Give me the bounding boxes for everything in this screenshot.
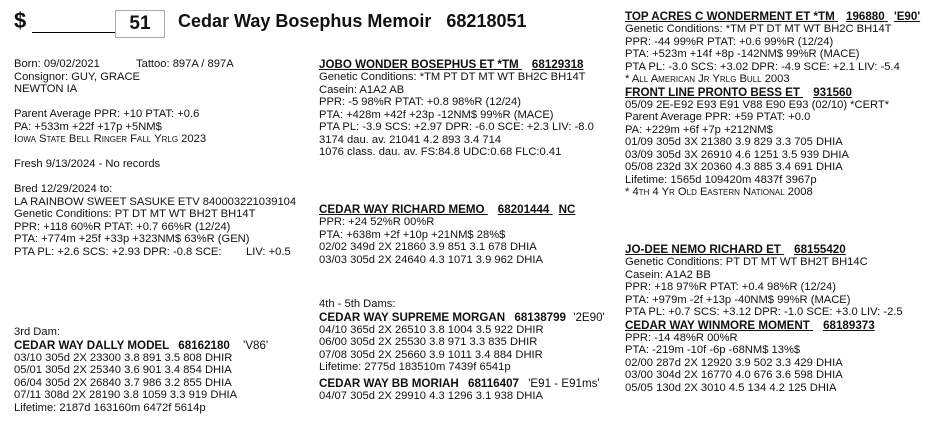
fifth-dam-score: 'E91 - E91ms' xyxy=(528,376,600,390)
mgd-parent-average: Parent Average PPR: +59 PTAT: +0.0 xyxy=(625,111,811,123)
pta-pl-values: PTA PL: +2.6 SCS: +2.93 DPR: -0.8 SCE: xyxy=(14,245,222,258)
sire-casein: Casein: A1A2 AB xyxy=(319,83,405,96)
born-tattoo-line xyxy=(14,58,296,71)
mgs-pta-pl: PTA PL: -3.0 SCS: +3.02 DPR: -4.9 SCE: +2.1 LIV: -5.4 xyxy=(625,60,900,73)
mgs-reg: 196880 xyxy=(846,10,885,23)
mgdd-ppr: PPR: -14 48%R 00%R xyxy=(625,331,738,344)
fresh-status: Fresh 9/13/2024 - No records xyxy=(14,158,161,170)
third-dam-record-1: 03/10 305d 2X 23300 3.8 891 3.5 808 DHIR xyxy=(14,351,233,364)
dam-name: CEDAR WAY RICHARD MEMO xyxy=(319,203,485,216)
fourth-dam-record-1: 04/10 365d 2X 26510 3.8 1004 3.5 922 DHIR xyxy=(319,323,544,336)
third-dam-header xyxy=(14,339,268,352)
mgdd-record-1: 02/00 287d 2X 12920 3.9 502 3.3 429 DHIA xyxy=(625,356,843,369)
mgdd-reg: 68189373 xyxy=(823,318,875,332)
mgsd-header xyxy=(625,243,903,256)
fifth-dam-header xyxy=(319,377,605,390)
dam-record-1: 02/02 349d 2X 21860 3.9 851 3.1 678 DHIA xyxy=(319,241,537,253)
dam-record-2: 03/03 305d 2X 24640 4.3 1071 3.9 962 DHIA xyxy=(319,253,543,266)
animal-award: Iowa State Bell Ringer Fall Yrlg 2023 xyxy=(14,133,207,145)
ppr-values: PPR: +118 60%R PTAT: +0.7 66%R (12/24) xyxy=(14,220,231,233)
fifth-dam-record-1: 04/07 305d 2X 29910 4.3 1296 3.1 938 DHIA xyxy=(319,389,543,402)
mgdd-pta: PTA: -219m -10f -6p -68NM$ 13%$ xyxy=(625,344,801,356)
fourth-dam-score: '2E90' xyxy=(573,310,605,324)
mgsd-pta-pl: PTA PL: +0.7 SCS: +3.12 DPR: -1.0 SCE: +3.0 LIV: -2.5 xyxy=(625,306,903,318)
dam-block xyxy=(319,203,575,266)
sire-class-avg: 1076 class. dau. av. FS:84.8 UDC:0.68 FLC:0.41 xyxy=(319,146,562,158)
mgd-classification: 05/09 2E-E92 E93 E91 V88 E90 E93 (02/10) *CERT* xyxy=(625,98,890,111)
third-dam-record-4: 07/11 308d 2X 28190 3.8 1059 3.3 919 DHIA xyxy=(14,389,238,401)
sire-pta: PTA: +428m +42f +23p -12NM$ 99%R (MACE) xyxy=(319,108,554,121)
mgs-block xyxy=(625,10,920,199)
fourth-dam-record-2: 06/00 305d 2X 25530 3.8 971 3.3 835 DHIR xyxy=(319,336,538,348)
sire-pta-pl: PTA PL: -3.9 SCS: +2.97 DPR: -6.0 SCE: +2.3 LIV: -8.0 xyxy=(319,121,594,133)
fourth-dam-record-3: 07/08 305d 2X 25660 3.9 1011 3.4 884 DHIR xyxy=(319,348,543,361)
mgdd-header xyxy=(625,319,903,332)
fourth-dam-name: CEDAR WAY SUPREME MORGAN xyxy=(319,310,506,324)
mgsd-reg: 68155420 xyxy=(794,243,846,256)
animal-info-block xyxy=(14,58,296,258)
mgs-header xyxy=(625,10,920,23)
fourth-dam-label: 4th - 5th Dams: xyxy=(319,298,396,310)
mgs-award: * All American Jr Yrlg Bull 2003 xyxy=(625,73,790,85)
mgd-record-2: 03/09 305d 3X 26910 4.6 1251 3.5 939 DHIA xyxy=(625,148,849,161)
dam-tag: NC xyxy=(558,203,576,216)
fifth-dam-name: CEDAR WAY BB MORIAH xyxy=(319,376,459,390)
fourth-dam-block xyxy=(319,298,605,402)
sire-name: JOBO WONDER BOSEPHUS ET *TM xyxy=(319,58,519,71)
consignor: Consignor: GUY, GRACE xyxy=(14,70,141,83)
mgd-header xyxy=(625,86,920,99)
bred-date: Bred 12/29/2024 to: xyxy=(14,183,113,195)
mgsd-name: JO-DEE NEMO RICHARD ET xyxy=(625,243,781,256)
third-dam-record-3: 06/04 305d 2X 26840 3.7 986 3.2 855 DHIA xyxy=(14,376,232,389)
third-dam-block xyxy=(14,326,268,414)
mgsd-ppr: PPR: +18 97%R PTAT: +0.4 98%R (12/24) xyxy=(625,281,837,293)
dam-reg: 68201444 xyxy=(497,203,550,216)
dam-header xyxy=(319,203,575,216)
mgd-reg: 931560 xyxy=(813,85,852,99)
fifth-dam-reg: 68116407 xyxy=(468,376,519,390)
bred-to-sire: LA RAINBOW SWEET SASUKE ETV 840003221039104 xyxy=(14,195,297,208)
fourth-dam-lifetime: Lifetime: 2775d 183510m 7439f 6541p xyxy=(319,361,511,373)
tattoo: Tattoo: 897A / 897A xyxy=(136,58,234,70)
mgd-record-3: 05/08 232d 3X 20360 4.3 885 3.4 691 DHIA xyxy=(625,161,843,173)
mgsd-casein: Casein: A1A2 BB xyxy=(625,268,711,281)
dam-pta: PTA: +638m +2f +10p +21NM$ 28%$ xyxy=(319,228,506,241)
pta-values: PTA: +774m +25f +33p +323NM$ 63%R (GEN) xyxy=(14,233,250,245)
fourth-dam-header xyxy=(319,311,605,324)
animal-title xyxy=(178,11,527,32)
animal-name: Cedar Way Bosephus Memoir xyxy=(178,11,432,31)
sire-daughter-avg: 3174 dau. av. 21041 4.2 893 3.4 714 xyxy=(319,133,502,146)
animal-reg-number: 68218051 xyxy=(446,11,527,31)
third-dam-label: 3rd Dam: xyxy=(14,326,61,338)
mgd-lifetime: Lifetime: 1565d 109420m 4837f 3967p xyxy=(625,173,817,186)
mgs-score: 'E90' xyxy=(893,10,921,23)
mgs-genetic: Genetic Conditions: *TM PT DT MT WT BH2C BH14T xyxy=(625,23,892,35)
mgd-pa: PA: +229m +6f +7p +212NM$ xyxy=(625,123,773,136)
fourth-dam-reg: 68138799 xyxy=(514,310,566,324)
mgs-pta: PTA: +523m +14f +8p -142NM$ 99%R (MACE) xyxy=(625,48,860,60)
third-dam-score: 'V86' xyxy=(243,338,269,352)
liv-value: LIV: +0.5 xyxy=(246,245,291,258)
lot-number-box: 51 xyxy=(115,10,165,38)
sire-genetic: Genetic Conditions: *TM PT DT MT WT BH2C BH14T xyxy=(319,71,586,83)
mgsd-block xyxy=(625,243,903,394)
consignor-location: NEWTON IA xyxy=(14,83,78,95)
genetic-conditions: Genetic Conditions: PT DT MT WT BH2T BH14T xyxy=(14,208,256,220)
mgs-name: TOP ACRES C WONDERMENT ET *TM xyxy=(625,10,835,23)
born-date: Born: 09/02/2021 xyxy=(14,58,100,70)
pta-pl-line xyxy=(14,246,296,259)
mgs-ppr: PPR: -44 99%R PTAT: +0.6 99%R (12/24) xyxy=(625,35,834,48)
sire-reg: 68129318 xyxy=(531,58,584,71)
third-dam-reg: 68162180 xyxy=(178,338,230,352)
mgd-award: * 4th 4 Yr Old Eastern National 2008 xyxy=(625,186,813,198)
mgdd-record-3: 05/05 130d 2X 3010 4.5 134 4.2 125 DHIA xyxy=(625,381,837,394)
price-blank-line xyxy=(32,32,116,33)
sire-ppr: PPR: -5 98%R PTAT: +0.8 98%R (12/24) xyxy=(319,96,521,108)
sire-block xyxy=(319,58,594,159)
mgdd-record-2: 03/00 304d 2X 16770 4.0 676 3.6 598 DHIA xyxy=(625,369,843,381)
mgd-record-1: 01/09 305d 3X 21380 3.9 829 3.3 705 DHIA xyxy=(625,136,843,148)
mgsd-genetic: Genetic Conditions: PT DT MT WT BH2T BH14C xyxy=(625,256,868,268)
parent-average: Parent Average PPR: +10 PTAT: +0.6 xyxy=(14,108,200,120)
price-symbol: $ xyxy=(14,8,27,33)
mgdd-name: CEDAR WAY WINMORE MOMENT xyxy=(625,318,810,332)
third-dam-lifetime: Lifetime: 2187d 163160m 6472f 5614p xyxy=(14,401,206,414)
dam-ppr: PPR: +24 52%R 00%R xyxy=(319,216,435,228)
third-dam-name: CEDAR WAY DALLY MODEL xyxy=(14,338,170,352)
sire-header xyxy=(319,58,594,71)
mgd-name: FRONT LINE PRONTO BESS ET xyxy=(625,85,800,99)
pa-values: PA: +533m +22f +17p +5NM$ xyxy=(14,120,162,133)
third-dam-record-2: 05/01 305d 2X 25340 3.6 901 3.4 854 DHIA xyxy=(14,364,232,376)
mgsd-pta: PTA: +979m -2f +13p -40NM$ 99%R (MACE) xyxy=(625,293,851,306)
